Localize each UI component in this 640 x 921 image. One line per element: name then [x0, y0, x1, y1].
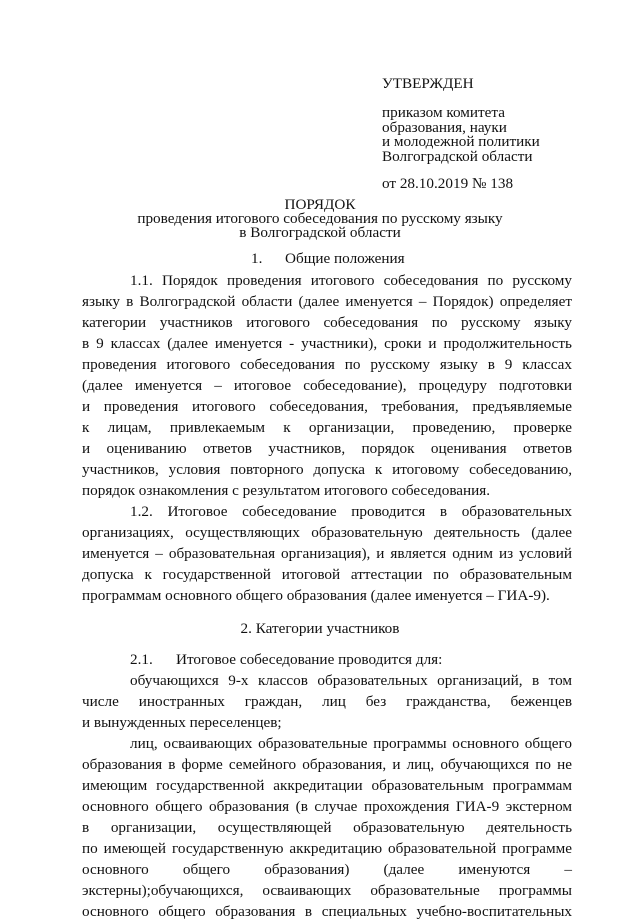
text-line: проведения итогового собеседования по русскому языку в 9 классах [82, 356, 572, 373]
item-text: Итоговое собеседование проводится для: [176, 651, 443, 668]
approval-title: УТВЕРЖДЕН [382, 75, 474, 92]
text-line: в организации, осуществляющей образовательную деятельность [82, 819, 572, 836]
approval-line: образования, науки [382, 119, 507, 136]
text-line: программам основного общего образования (далее именуется – ГИА-9). [82, 587, 550, 604]
text-line: экстерны);обучающихся, осваивающих образовательные программы [82, 882, 572, 899]
text-line: и оцениванию ответов участников, порядок оценивания ответов [82, 440, 572, 457]
text-line: участников, условия повторного допуска к итоговому собеседованию, [82, 461, 572, 478]
text-line: языку в Волгоградской области (далее именуется – Порядок) определяет [82, 293, 572, 310]
text-line: (далее именуется – итоговое собеседование), процедуру подготовки [82, 377, 572, 394]
text-line: 1.1. Порядок проведения итогового собеседования по русскому [130, 272, 572, 289]
text-line: имеющим государственной аккредитации образовательным программам [82, 777, 572, 794]
text-line: в 9 классах (далее именуется - участники), сроки и продолжительность [82, 335, 572, 352]
item-number: 2.1. [130, 651, 153, 668]
text-line: порядок ознакомления с результатом итогового собеседования. [82, 482, 491, 499]
text-line: именуется – образовательная организация), и является одним из условий [82, 545, 572, 562]
text-line: числе иностранных граждан, лиц без гражданства, беженцев [82, 693, 572, 710]
text-line: по имеющей государственную аккредитацию образовательной программе [82, 840, 572, 857]
section-title: Общие положения [285, 250, 405, 267]
title-main: ПОРЯДОК [284, 196, 356, 213]
text-line: допуска к государственной итоговой аттестации по образовательным [82, 566, 572, 583]
approval-line: приказом комитета [382, 104, 505, 121]
text-line: основного общего образования (в случае прохождения ГИА-9 экстерном [82, 798, 572, 815]
text-line: образования в форме семейного образования, и лиц, обучающихся по не [82, 756, 572, 773]
text-line: категории участников итогового собеседования по русскому языку [82, 314, 572, 331]
title-subtitle: проведения итогового собеседования по русскому языку [137, 210, 503, 227]
section-2-heading: 2. Категории участников [240, 620, 400, 637]
approval-line: и молодежной политики [382, 133, 540, 150]
text-line: обучающихся 9-х классов образовательных организаций, в том [130, 672, 572, 689]
text-line: и вынужденных переселенцев; [82, 714, 282, 731]
text-line: 1.2. Итоговое собеседование проводится в образовательных [130, 503, 572, 520]
text-line: и проведения итогового собеседования, требования, предъявляемые [82, 398, 572, 415]
text-line: организациях, осуществляющих образовательную деятельность (далее [82, 524, 572, 541]
approval-date: от 28.10.2019 № 138 [382, 175, 514, 192]
text-line: основного общего образования в специальных учебно-воспитательных [82, 903, 572, 920]
text-line: основного общего образования) (далее именуются – [82, 861, 572, 878]
section-number: 1. [251, 250, 263, 267]
text-line: к лицам, привлекаемым к организации, проведению, проверке [82, 419, 572, 436]
text-line: лиц, осваивающих образовательные программы основного общего [130, 735, 572, 752]
approval-line: Волгоградской области [382, 148, 533, 165]
title-subtitle: в Волгоградской области [239, 224, 401, 241]
